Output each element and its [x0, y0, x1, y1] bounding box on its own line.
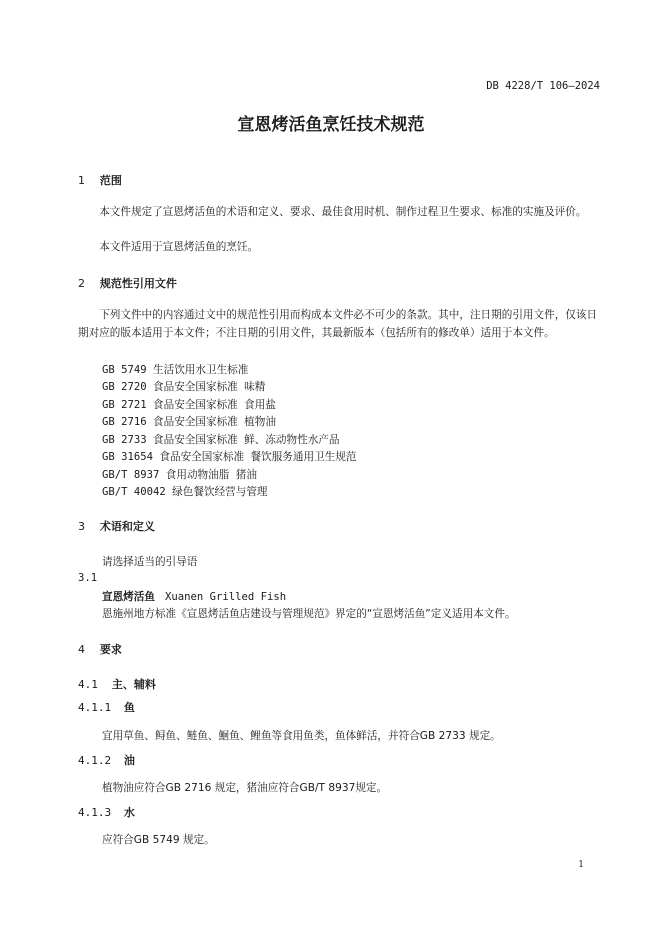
reference-item: GB 2716 食品安全国家标准 植物油 — [102, 416, 276, 428]
term-zh: 宣恩烤活鱼 — [102, 591, 155, 603]
section-4-1-1-heading — [78, 699, 135, 715]
section-4-1-3-text: 应符合GB 5749 规定。 — [102, 834, 215, 846]
term-entry — [102, 589, 286, 604]
section-4-1-title: 主、辅料 — [111, 678, 156, 691]
section-4-1-3-number: 4.1.3 — [78, 806, 112, 819]
section-4-1-2-heading — [78, 752, 135, 768]
section-1-title: 范围 — [99, 174, 122, 187]
document-title: 宣恩烤活鱼烹饪技术规范 — [237, 115, 425, 135]
reference-item: GB/T 40042 绿色餐饮经营与管理 — [102, 486, 268, 498]
section-1-heading — [78, 172, 122, 188]
section-3-title: 术语和定义 — [99, 520, 155, 533]
section-4-1-2-title: 油 — [123, 754, 135, 767]
section-4-number: 4 — [78, 643, 85, 656]
section-4-1-2-number: 4.1.2 — [78, 754, 112, 767]
section-2-number: 2 — [78, 277, 85, 290]
section-4-1-2-text: 植物油应符合GB 2716 规定，猪油应符合GB/T 8937规定。 — [102, 782, 388, 794]
page-number: 1 — [578, 860, 584, 870]
section-2-paragraph-1: 下列文件中的内容通过文中的规范性引用而构成本文件必不可少的条款。其中，注日期的引用文件，仅该日期对应的版本适用于本文件；不注日期的引用文件，其最新版本（包括所有的修改单）适用于本文件。 — [78, 309, 598, 339]
reference-item: GB 31654 食品安全国家标准 餐饮服务通用卫生规范 — [102, 451, 357, 463]
reference-item: GB 2733 食品安全国家标准 鲜、冻动物性水产品 — [102, 434, 340, 446]
section-2-heading — [78, 275, 177, 291]
section-2-title: 规范性引用文件 — [99, 277, 177, 290]
reference-item: GB 5749 生活饮用水卫生标准 — [102, 364, 249, 376]
reference-item: GB 2720 食品安全国家标准 味精 — [102, 381, 266, 393]
section-3-heading — [78, 518, 155, 534]
section-1-number: 1 — [78, 174, 85, 187]
term-en: Xuanen Grilled Fish — [164, 591, 287, 603]
reference-item: GB/T 8937 食用动物油脂 猪油 — [102, 469, 257, 481]
section-4-1-1-number: 4.1.1 — [78, 701, 112, 714]
section-4-1-1-title: 鱼 — [123, 701, 135, 714]
section-4-1-3-heading — [78, 804, 135, 820]
section-4-1-3-title: 水 — [123, 806, 135, 819]
section-4-1-heading — [78, 676, 156, 692]
reference-item: GB 2721 食品安全国家标准 食用盐 — [102, 399, 276, 411]
section-4-1-number: 4.1 — [78, 678, 98, 691]
section-4-heading — [78, 641, 122, 657]
section-3-intro: 请选择适当的引导语 — [102, 556, 198, 568]
term-definition: 恩施州地方标准《宣恩烤活鱼店建设与管理规范》界定的“宣恩烤活鱼”定义适用本文件。 — [102, 608, 516, 620]
section-1-paragraph-2: 本文件适用于宣恩烤活鱼的烹饪。 — [99, 241, 259, 253]
section-4-1-1-text: 宜用草鱼、鲟鱼、鲢鱼、鮰鱼、鲤鱼等食用鱼类，鱼体鲜活，并符合GB 2733 规定。 — [102, 730, 501, 742]
standard-number: DB 4228/T 106—2024 — [486, 80, 600, 92]
section-4-title: 要求 — [99, 643, 122, 656]
term-number: 3.1 — [78, 572, 98, 584]
section-1-paragraph-1: 本文件规定了宣恩烤活鱼的术语和定义、要求、最佳食用时机、制作过程卫生要求、标准的实施及评价。 — [99, 206, 587, 218]
section-3-number: 3 — [78, 520, 85, 533]
